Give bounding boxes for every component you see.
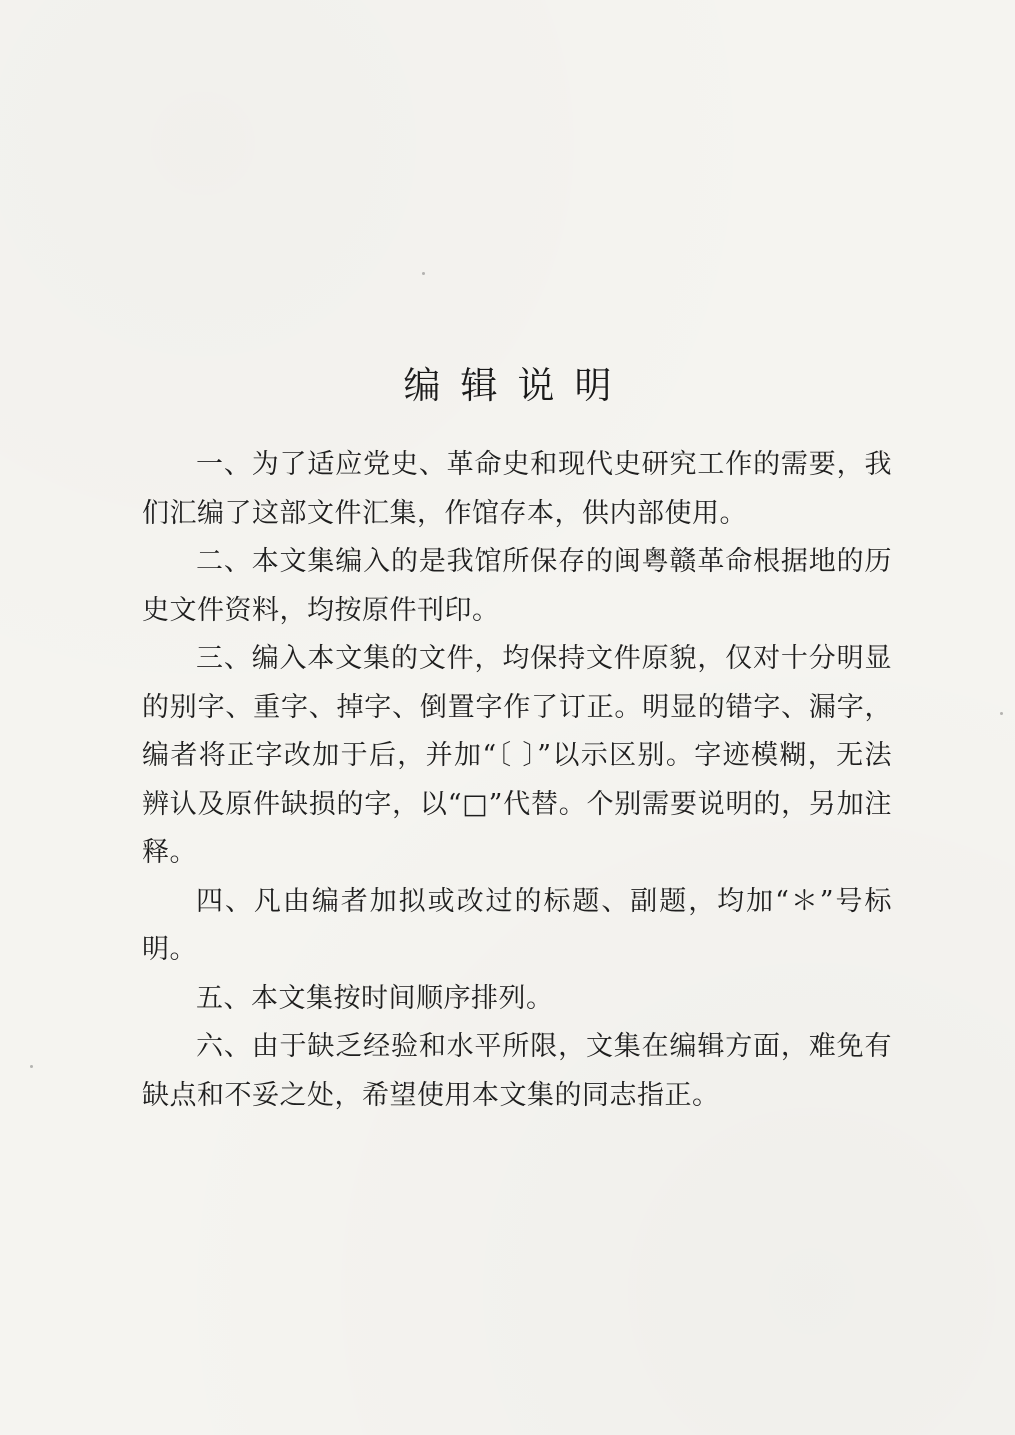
page-title: 编辑说明 — [403, 363, 632, 407]
paragraph-5: 五、本文集按时间顺序排列。 — [196, 982, 554, 1014]
paragraph-4: 四、凡由编者加拟或改过的标题、副题，均加“＊”号标明。 — [142, 885, 892, 965]
paper-speck — [422, 272, 425, 275]
paragraph-3: 三、编入本文集的文件，均保持文件原貌，仅对十分明显的别字、重字、掉字、倒置字作了订正。明显的错字、漏字，编者将正字改加于后，并加“〔 〕”以示区别。字迹模糊，无法辨认及原件缺损的字，以“□”代替。个别需要说明的，另加注释。 — [142, 643, 892, 868]
paper-speck — [1000, 712, 1003, 715]
paragraph-2: 二、本文集编入的是我馆所保存的闽粤赣革命根据地的历史文件资料，均按原件刊印。 — [142, 546, 892, 626]
paper-speck — [30, 1065, 33, 1068]
paragraph-1: 一、为了适应党史、革命史和现代史研究工作的需要，我们汇编了这部文件汇集，作馆存本，供内部使用。 — [142, 449, 892, 529]
paragraph-6: 六、由于缺乏经验和水平所限，文集在编辑方面，难免有缺点和不妥之处，希望使用本文集的同志指正。 — [142, 1031, 892, 1111]
document-body — [142, 441, 892, 1120]
